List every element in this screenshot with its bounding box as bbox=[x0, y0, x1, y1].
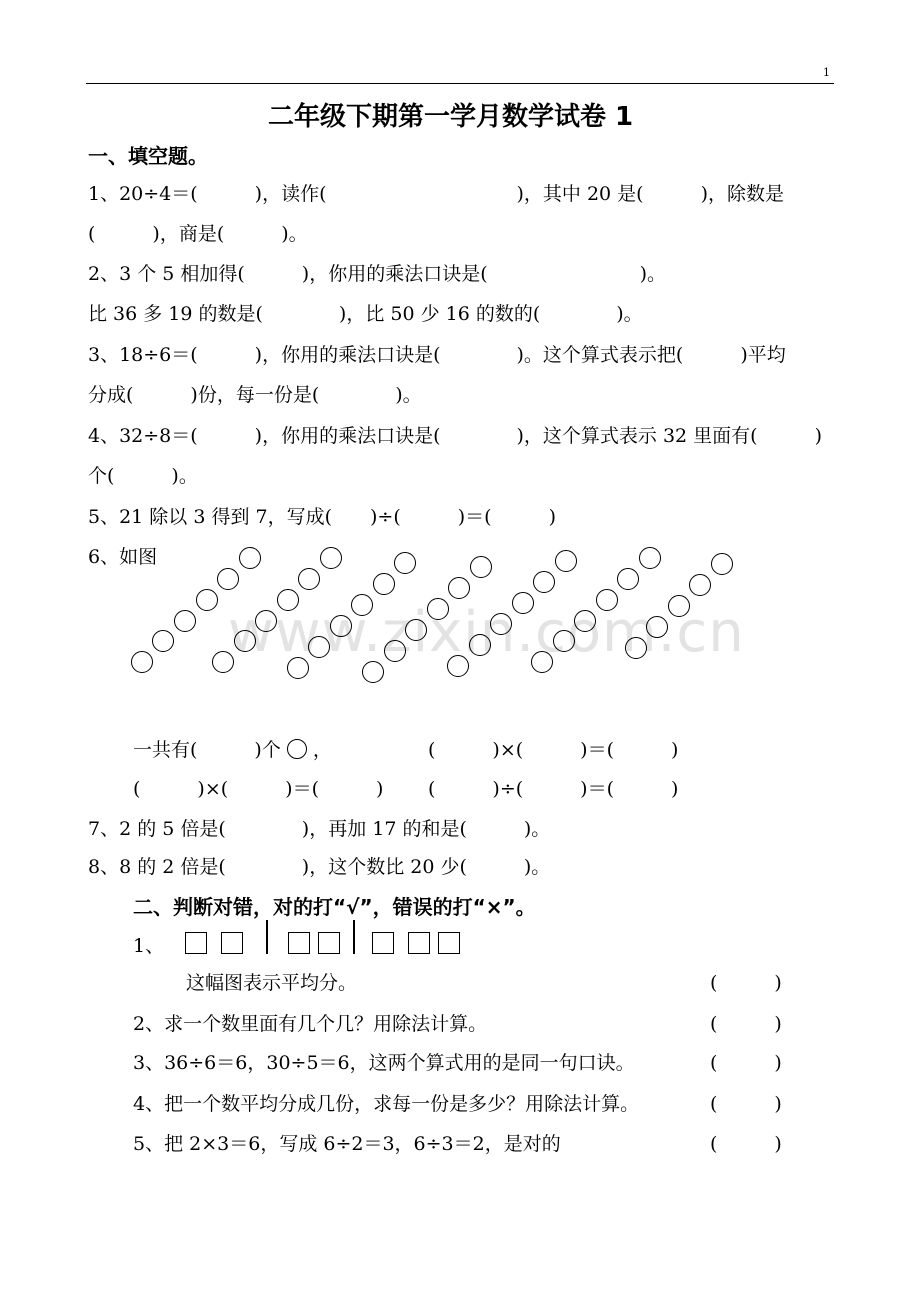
circle-icon bbox=[234, 630, 256, 652]
circle-icon bbox=[239, 547, 261, 569]
q6-comma: ， bbox=[312, 739, 332, 761]
circle-icon bbox=[362, 661, 384, 683]
circle-icon bbox=[373, 573, 395, 595]
circle-icon bbox=[646, 616, 668, 638]
section-2-heading: 二、判断对错，对的打“√”，错误的打“×”。 bbox=[133, 895, 536, 919]
q4-line-1: 4、32÷8＝( )，你用的乘法口诀是( )，这个算式表示 32 里面有( ) bbox=[88, 425, 823, 447]
circle-icon bbox=[596, 589, 618, 611]
judge-answer-blank: ( ) bbox=[710, 1093, 782, 1115]
q8-line: 8、8 的 2 倍是( )，这个数比 20 少( )。 bbox=[88, 856, 551, 878]
judge-item-text: 3、36÷6＝6，30÷5＝6，这两个算式用的是同一句口诀。 bbox=[133, 1052, 635, 1074]
circle-icon bbox=[625, 637, 647, 659]
q6-line-1-right: ( )×( )＝( ) bbox=[428, 739, 679, 761]
q1-line-2: ( )，商是( )。 bbox=[88, 223, 308, 245]
circle-icon bbox=[351, 594, 373, 616]
circle-icon bbox=[405, 619, 427, 641]
circle-icon bbox=[553, 630, 575, 652]
circle-icon bbox=[287, 739, 307, 759]
circle-icon bbox=[427, 598, 449, 620]
judge-answer-blank: ( ) bbox=[710, 1133, 782, 1155]
square-icon bbox=[185, 932, 207, 954]
circle-icon bbox=[555, 550, 577, 572]
square-icon bbox=[288, 932, 310, 954]
square-icon bbox=[372, 932, 394, 954]
judge-item-text: 5、把 2×3＝6，写成 6÷2＝3，6÷3＝2，是对的 bbox=[133, 1133, 561, 1155]
circle-icon bbox=[308, 636, 330, 658]
square-icon bbox=[318, 932, 340, 954]
q6-line-1-left bbox=[133, 735, 332, 762]
section-1-heading: 一、填空题。 bbox=[88, 144, 208, 168]
q2-line-1: 2、3 个 5 相加得( )，你用的乘法口诀是( )。 bbox=[88, 263, 667, 285]
q6-line-2-left: ( )×( )＝( ) bbox=[133, 778, 384, 800]
q2-line-2: 比 36 多 19 的数是( )，比 50 少 16 的数的( )。 bbox=[88, 303, 643, 325]
page-title: 二年级下期第一学月数学试卷 1 bbox=[268, 102, 634, 132]
circle-icon bbox=[255, 610, 277, 632]
circle-icon bbox=[174, 610, 196, 632]
q5-line: 5、21 除以 3 得到 7，写成( )÷( )＝( ) bbox=[88, 506, 556, 528]
watermark: www.zixin.com.cn bbox=[228, 600, 745, 665]
circle-icon bbox=[448, 577, 470, 599]
q4-line-2: 个( )。 bbox=[88, 465, 198, 487]
q7-line: 7、2 的 5 倍是( )，再加 17 的和是( )。 bbox=[88, 818, 551, 840]
circle-icon bbox=[531, 651, 553, 673]
judge-answer-blank: ( ) bbox=[710, 972, 782, 994]
circle-icon bbox=[152, 630, 174, 652]
circle-icon bbox=[287, 657, 309, 679]
circle-icon bbox=[617, 568, 639, 590]
circle-icon bbox=[447, 655, 469, 677]
q6-line-2-right: ( )÷( )＝( ) bbox=[428, 778, 679, 800]
circle-icon bbox=[131, 651, 153, 673]
circle-icon bbox=[574, 610, 596, 632]
square-icon bbox=[438, 932, 460, 954]
square-icon bbox=[408, 932, 430, 954]
judge-answer-blank: ( ) bbox=[710, 1013, 782, 1035]
circle-icon bbox=[330, 615, 352, 637]
circle-icon bbox=[298, 568, 320, 590]
header-rule bbox=[86, 83, 834, 84]
circle-icon bbox=[320, 547, 342, 569]
circle-icon bbox=[277, 589, 299, 611]
q3-line-2: 分成( )份，每一份是( )。 bbox=[88, 384, 422, 406]
page-number: 1 bbox=[823, 66, 830, 79]
q6-label: 6、如图 bbox=[88, 546, 158, 568]
circle-icon bbox=[711, 553, 733, 575]
circle-icon bbox=[196, 589, 218, 611]
divider-line bbox=[353, 920, 355, 954]
circle-icon bbox=[212, 651, 234, 673]
circle-icon bbox=[639, 547, 661, 569]
judge-item-text: 2、求一个数里面有几个几？用除法计算。 bbox=[133, 1013, 488, 1035]
q6-count-text: 一共有( )个 bbox=[133, 739, 281, 761]
circle-icon bbox=[490, 613, 512, 635]
circle-icon bbox=[689, 574, 711, 596]
q3-line-1: 3、18÷6＝( )，你用的乘法口诀是( )。这个算式表示把( )平均 bbox=[88, 344, 786, 366]
circle-icon bbox=[668, 595, 690, 617]
judge-item-text: 4、把一个数平均分成几份，求每一份是多少？用除法计算。 bbox=[133, 1093, 640, 1115]
square-icon bbox=[221, 932, 243, 954]
circle-icon bbox=[469, 634, 491, 656]
circle-icon bbox=[533, 571, 555, 593]
circle-icon bbox=[470, 556, 492, 578]
divider-line bbox=[266, 920, 268, 954]
circle-icon bbox=[512, 592, 534, 614]
judge-item-text: 这幅图表示平均分。 bbox=[186, 972, 358, 994]
q1-line-1: 1、20÷4＝( )，读作( )，其中 20 是( )，除数是 bbox=[88, 183, 785, 205]
circle-icon bbox=[384, 640, 406, 662]
judge-answer-blank: ( ) bbox=[710, 1052, 782, 1074]
circle-icon bbox=[394, 552, 416, 574]
judge-q1-label: 1、 bbox=[133, 935, 165, 957]
circle-icon bbox=[217, 568, 239, 590]
